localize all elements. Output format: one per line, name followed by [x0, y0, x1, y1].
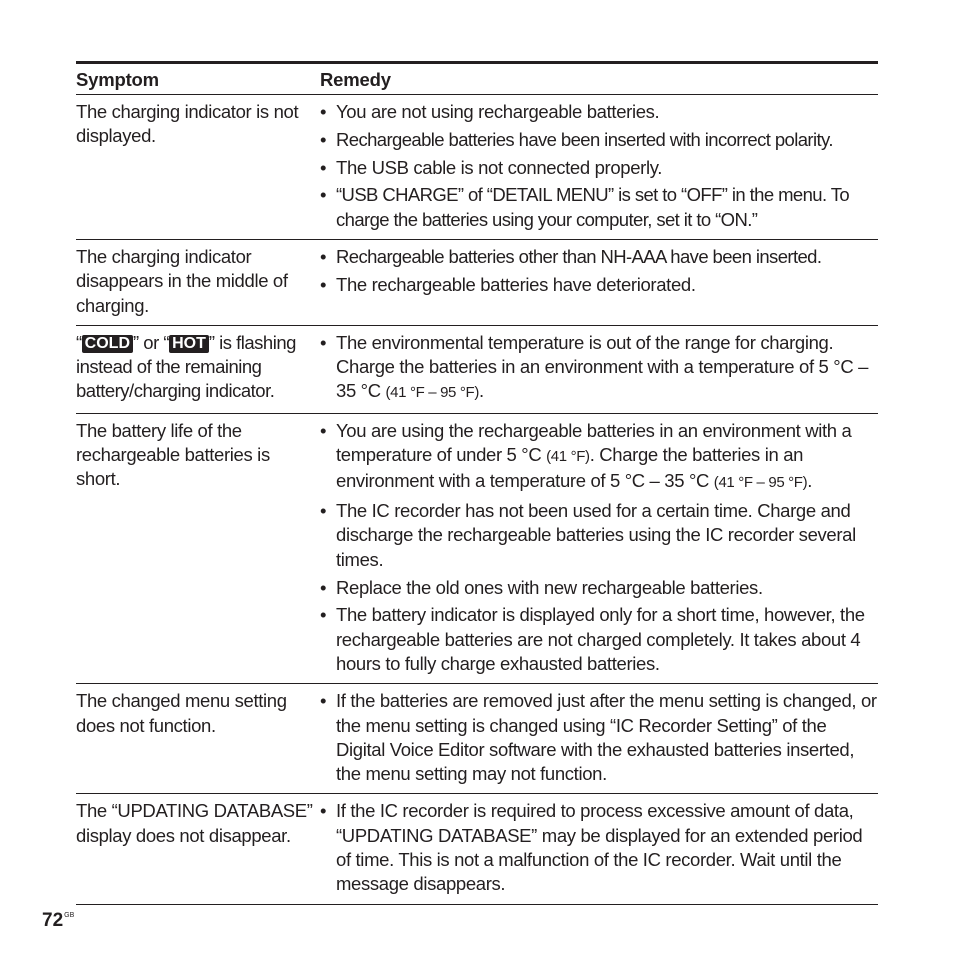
remedy-item: • If the batteries are removed just after the menu setting is changed, or the menu setting is changed using “IC Recorder Setting” of the Digital Voice Editor software with the exhausted batteries inserted, the menu setting may not function.	[320, 689, 878, 786]
remedy-text: You are using the rechargeable batteries in an environment with a temperature of under 5 °C	[336, 419, 852, 466]
table-row	[76, 95, 878, 240]
remedy-item: • Rechargeable batteries other than NH-AAA have been inserted.	[320, 245, 878, 269]
remedy-text: . Charge the batteries in an environment with a temperature of 5 °C – 35 °C	[336, 444, 804, 492]
remedy-text: The environmental temperature is out of the range for charging. Charge the batteries in an environment with a temperature of 5 °C – 35 °C	[336, 331, 869, 402]
remedy-list	[320, 419, 878, 676]
remedy-cell	[320, 794, 878, 904]
symptom-cell: The charging indicator is not displayed.	[76, 95, 320, 240]
remedy-item: • If the IC recorder is required to process excessive amount of data, “UPDATING DATABASE” may be displayed for an extended period of time. This is not a malfunction of the IC recorder. Wait until the message disappears.	[320, 799, 878, 896]
remedy-cell	[320, 684, 878, 794]
remedy-item: • The rechargeable batteries have deteriorated.	[320, 273, 878, 297]
symptom-cell: The changed menu setting does not function.	[76, 684, 320, 794]
remedy-cell	[320, 239, 878, 325]
region-code: GB	[64, 912, 75, 919]
table-row	[76, 794, 878, 904]
page-footer	[42, 910, 74, 932]
remedy-item	[320, 331, 878, 406]
table-row	[76, 325, 878, 413]
symptom-rest: ” is flashing instead of the remaining battery/charging indicator.	[76, 331, 296, 402]
remedy-cell	[320, 413, 878, 683]
remedy-list	[320, 799, 878, 896]
fahrenheit-text: (41 °F – 95 °F)	[385, 384, 479, 402]
remedy-cell	[320, 325, 878, 413]
remedy-item: • You are not using rechargeable batteries.	[320, 100, 878, 124]
remedy-list	[320, 689, 878, 786]
remedy-end: .	[807, 470, 813, 492]
hot-badge-icon: HOT	[169, 335, 209, 353]
table-row	[76, 413, 878, 683]
or-text: ” or “	[133, 331, 170, 353]
symptom-cell: The battery life of the rechargeable batteries is short.	[76, 413, 320, 683]
remedy-list	[320, 245, 878, 297]
remedy-item: • Rechargeable batteries have been inserted with incorrect polarity.	[320, 128, 878, 152]
table-header-row	[76, 64, 878, 95]
remedy-item	[320, 419, 878, 496]
remedy-list	[320, 100, 878, 232]
cold-badge-icon: COLD	[82, 335, 133, 353]
symptom-cell	[76, 325, 320, 413]
remedy-item: • Replace the old ones with new rechargeable batteries.	[320, 576, 878, 600]
remedy-cell	[320, 95, 878, 240]
troubleshooting-page	[76, 61, 878, 905]
remedy-item: • The USB cable is not connected properly.	[320, 156, 878, 180]
table-row	[76, 239, 878, 325]
page-number: 72	[42, 910, 64, 931]
fahrenheit-text: (41 °F – 95 °F)	[713, 474, 808, 492]
remedy-list	[320, 331, 878, 406]
symptom-cell: The charging indicator disappears in the middle of charging.	[76, 239, 320, 325]
fahrenheit-text: (41 °F)	[546, 448, 590, 466]
remedy-end: .	[478, 380, 484, 402]
remedy-item: • The battery indicator is displayed only for a short time, however, the rechargeable batteries are not charged completely. It takes about 4 hours to fully charge exhausted batteries.	[320, 603, 878, 676]
remedy-item: • The IC recorder has not been used for a certain time. Charge and discharge the rechargeable batteries using the IC recorder several times.	[320, 499, 878, 572]
table-row	[76, 684, 878, 794]
remedy-item: • “USB CHARGE” of “DETAIL MENU” is set to “OFF” in the menu. To charge the batteries using your computer, set it to “ON.”	[320, 183, 878, 232]
quote-open: “	[76, 331, 82, 353]
symptom-cell: The “UPDATING DATABASE” display does not disappear.	[76, 794, 320, 904]
remedy-header: Remedy	[320, 64, 878, 95]
troubleshooting-table	[76, 64, 878, 905]
symptom-header: Symptom	[76, 64, 320, 95]
